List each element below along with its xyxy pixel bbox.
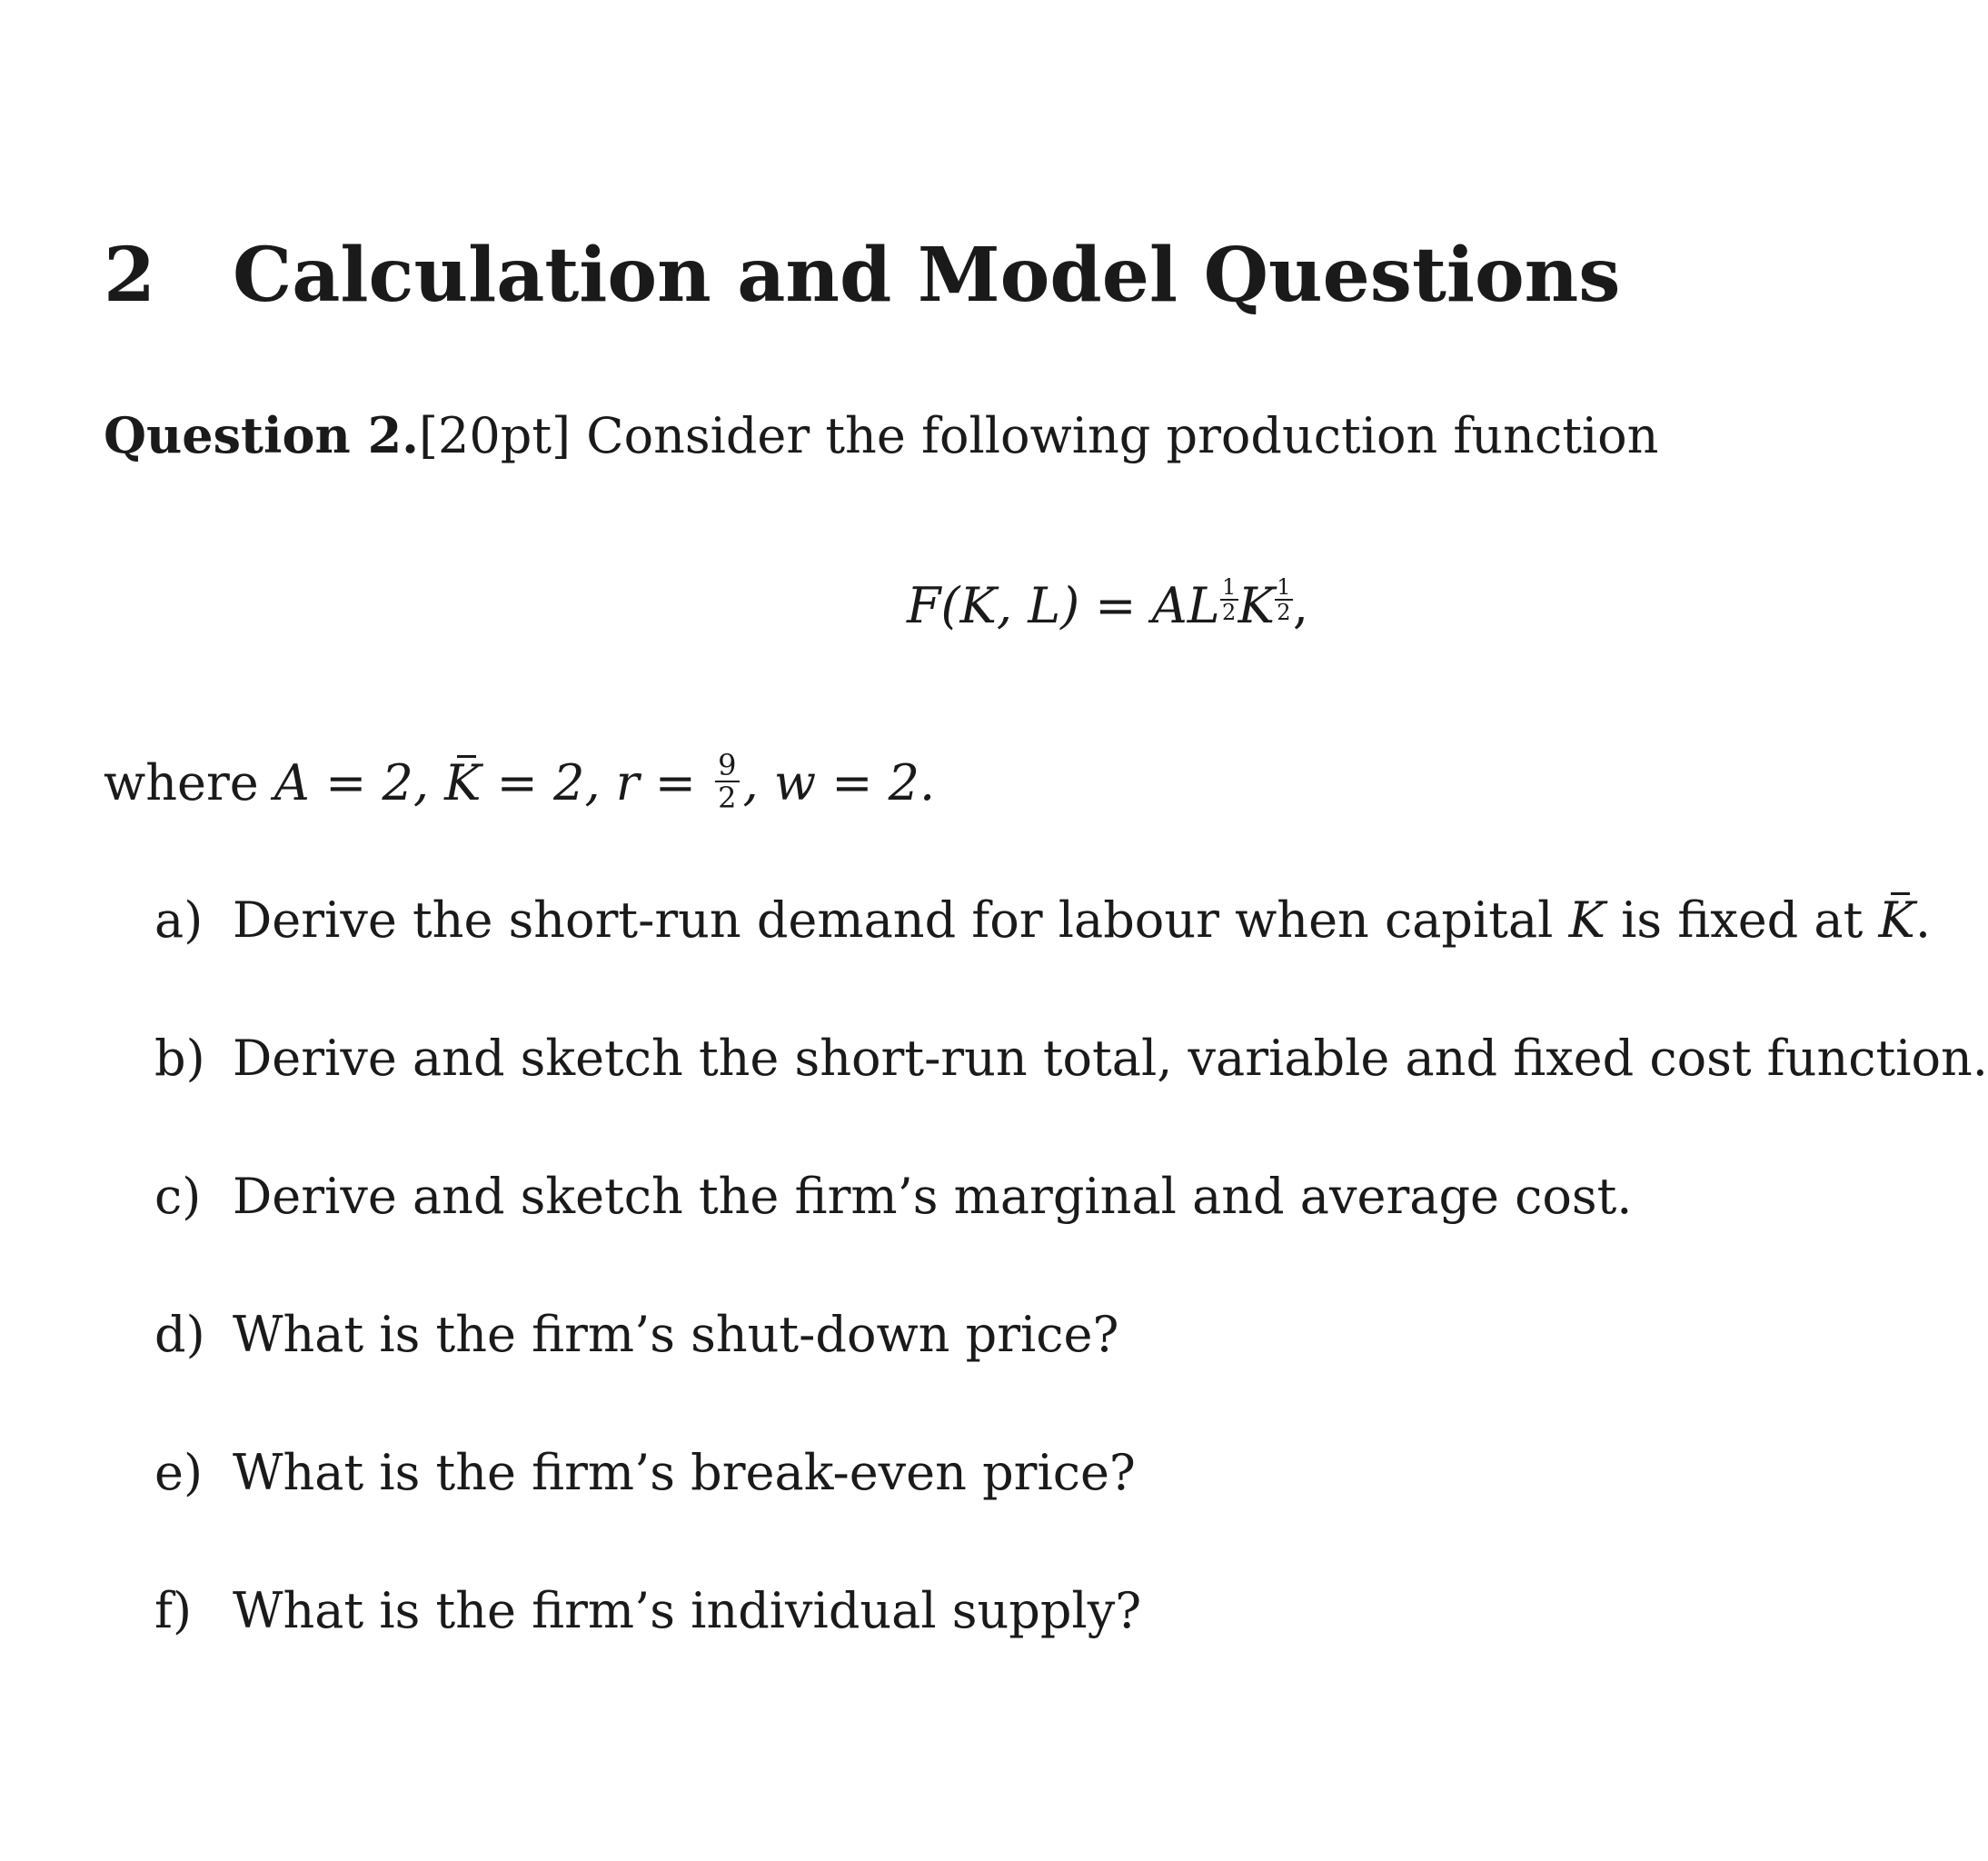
param-r-fraction: $\frac{9}{2}$ — [715, 751, 739, 812]
item-text: Derive the short-run demand for labour when capital — [233, 891, 1569, 949]
list-item — [154, 1030, 1988, 1172]
list-item — [154, 1306, 1988, 1448]
equation-k: K — [1238, 577, 1275, 634]
item-marker: b) — [154, 1030, 205, 1087]
item-marker: f) — [154, 1582, 193, 1639]
section-heading — [104, 232, 1621, 319]
list-item — [154, 891, 1988, 1034]
param-a: A = 2, — [273, 754, 445, 811]
question-label: Question 2. — [104, 406, 419, 464]
where-word: where — [104, 754, 259, 811]
question-text: Consider the following production function — [586, 407, 1659, 464]
item-text: What is the firm’s individual supply? — [233, 1582, 1142, 1639]
question-intro — [104, 406, 1659, 464]
item-marker: e) — [154, 1444, 204, 1501]
item-text-end: . — [1914, 891, 1931, 949]
list-item — [154, 1444, 1988, 1587]
item-marker: a) — [154, 891, 204, 949]
item-text: Derive and sketch the short-run total, variable and fixed cost function. — [233, 1030, 1988, 1087]
item-marker: d) — [154, 1306, 205, 1363]
parameter-values — [104, 748, 936, 818]
item-text: What is the firm’s break-even price? — [233, 1444, 1136, 1501]
list-item — [154, 1582, 1988, 1725]
equation-lhs: F(K, L) = AL — [907, 577, 1220, 634]
item-marker: c) — [154, 1168, 202, 1225]
exponent-half-k: $\frac{1}{2}$ — [1275, 576, 1293, 623]
param-kbar-symbol: K — [444, 754, 482, 811]
item-text: Derive and sketch the firm’s marginal and average cost. — [233, 1168, 1633, 1225]
item-math-k: K — [1568, 891, 1605, 949]
param-w: , w = 2. — [742, 754, 936, 811]
item-math-kbar: K — [1878, 891, 1915, 949]
question-points: [20pt] — [418, 407, 572, 464]
section-title: Calculation and Model Questions — [233, 232, 1621, 319]
item-text-mid: is fixed at — [1605, 891, 1879, 949]
item-text: What is the firm’s shut-down price? — [233, 1306, 1119, 1363]
section-number: 2 — [104, 232, 156, 319]
equation-comma: , — [1292, 577, 1309, 634]
list-item — [154, 1168, 1988, 1310]
production-function-equation — [907, 574, 1309, 634]
exponent-half-l: $\frac{1}{2}$ — [1220, 576, 1238, 623]
question-items-list — [154, 891, 1988, 1725]
param-kbar-r: = 2, r = — [481, 754, 712, 811]
